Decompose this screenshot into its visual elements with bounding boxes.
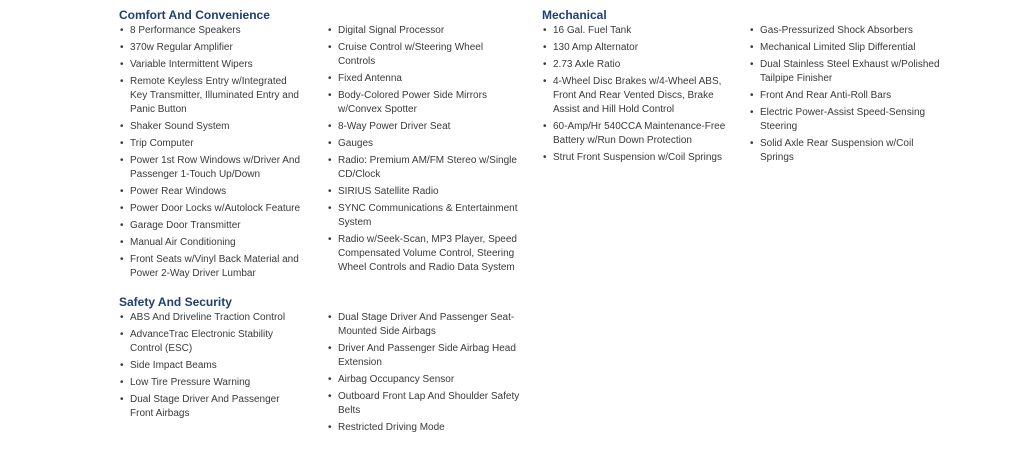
feature-list-item [120,58,302,72]
feature-label: Cruise Control w/Steering Wheel Controls [338,42,484,67]
feature-label: Remote Keyless Entry w/Integrated Key Transmitter, Illuminated Entry and Panic Button [130,76,299,115]
bullet-icon: • [543,76,547,87]
bullet-icon: • [543,152,547,163]
feature-label: 60-Amp/Hr 540CCA Maintenance-Free Battery w/Run Down Protection [553,121,726,146]
bullet-icon: • [120,121,124,132]
feature-list-item [120,24,302,38]
feature-label: 4-Wheel Disc Brakes w/4-Wheel ABS, Front And Rear Vented Discs, Brake Assist and Hill Hold Control [553,76,722,115]
feature-list-item [328,41,520,69]
feature-label: ABS And Driveline Traction Control [130,312,286,323]
bullet-icon: • [120,42,124,53]
feature-label: 8 Performance Speakers [130,25,241,36]
feature-label: Dual Stainless Steel Exhaust w/Polished Tailpipe Finisher [760,59,940,84]
feature-list-item [750,24,940,38]
bullet-icon: • [750,59,754,70]
feature-list-item [328,154,520,182]
feature-label: Radio w/Seek-Scan, MP3 Player, Speed Compensated Volume Control, Steering Wheel Controls and Radio Data System [338,234,517,273]
feature-label: Garage Door Transmitter [130,220,241,231]
feature-label: Variable Intermittent Wipers [130,59,253,70]
bullet-icon: • [543,25,547,36]
bullet-icon: • [120,237,124,248]
feature-list-item [543,120,737,148]
feature-list-item [120,202,302,216]
bullet-icon: • [120,254,124,265]
feature-label: SYNC Communications & Entertainment System [338,203,518,228]
bullet-icon: • [328,121,332,132]
feature-list-item [120,137,302,151]
feature-list-item [543,58,737,72]
feature-label: Dual Stage Driver And Passenger Front Airbags [130,394,280,419]
feature-label: Body-Colored Power Side Mirrors w/Convex Spotter [338,90,487,115]
feature-list-item [328,137,520,151]
feature-list-item [750,89,940,103]
feature-list-item [120,75,302,117]
feature-label: Power Door Locks w/Autolock Feature [130,203,301,214]
feature-label: 130 Amp Alternator [553,42,639,53]
bullet-icon: • [120,312,124,323]
bullet-icon: • [120,360,124,371]
feature-list-item [328,202,520,230]
bullet-icon: • [328,203,332,214]
feature-label: Outboard Front Lap And Shoulder Safety Belts [338,391,520,416]
bullet-icon: • [543,42,547,53]
feature-list-item [328,311,520,339]
bullet-icon: • [543,59,547,70]
feature-label: 2.73 Axle Ratio [553,59,621,70]
bullet-icon: • [120,329,124,340]
feature-list-item [328,233,520,275]
bullet-icon: • [120,59,124,70]
feature-label: Mechanical Limited Slip Differential [760,42,916,53]
feature-label: Low Tire Pressure Warning [130,377,251,388]
feature-label: Gauges [338,138,374,149]
feature-label: Solid Axle Rear Suspension w/Coil Springs [760,138,914,163]
feature-list-item [328,373,520,387]
safety-section-title: Safety And Security [119,295,232,309]
bullet-icon: • [750,138,754,149]
feature-list-item [328,421,520,435]
mechanical-feature-list-col1 [543,24,737,168]
feature-label: Driver And Passenger Side Airbag Head Extension [338,343,516,368]
feature-list-item [328,185,520,199]
feature-list-item [328,89,520,117]
feature-label: Airbag Occupancy Sensor [338,374,455,385]
bullet-icon: • [750,42,754,53]
feature-list-item [750,58,940,86]
feature-list-item [328,390,520,418]
mechanical-feature-list-col2 [750,24,940,168]
feature-label: Front And Rear Anti-Roll Bars [760,90,892,101]
feature-list-item [543,75,737,117]
feature-list-item [543,24,737,38]
feature-list-item [750,137,940,165]
feature-label: Power 1st Row Windows w/Driver And Passenger 1-Touch Up/Down [130,155,301,180]
feature-label: Radio: Premium AM/FM Stereo w/Single CD/Clock [338,155,517,180]
feature-list-item [328,24,520,38]
bullet-icon: • [328,374,332,385]
feature-label: Fixed Antenna [338,73,402,84]
feature-list-item [120,328,302,356]
feature-label: Shaker Sound System [130,121,230,132]
feature-list-item [543,151,737,165]
bullet-icon: • [120,203,124,214]
feature-list-item [120,311,302,325]
feature-list-item [543,41,737,55]
feature-label: 370w Regular Amplifier [130,42,233,53]
bullet-icon: • [750,90,754,101]
feature-label: 16 Gal. Fuel Tank [553,25,632,36]
bullet-icon: • [328,391,332,402]
bullet-icon: • [328,25,332,36]
feature-label: Strut Front Suspension w/Coil Springs [553,152,722,163]
bullet-icon: • [328,138,332,149]
safety-feature-list-col2 [328,311,520,438]
feature-list-item [750,41,940,55]
feature-label: AdvanceTrac Electronic Stability Control (ESC) [130,329,274,354]
bullet-icon: • [120,138,124,149]
bullet-icon: • [120,377,124,388]
bullet-icon: • [120,220,124,231]
feature-list-item [120,236,302,250]
bullet-icon: • [328,422,332,433]
feature-list-item [328,120,520,134]
bullet-icon: • [328,343,332,354]
feature-list-item [120,41,302,55]
feature-label: Electric Power-Assist Speed-Sensing Steering [760,107,926,132]
feature-label: Manual Air Conditioning [130,237,236,248]
bullet-icon: • [120,155,124,166]
feature-list-item [120,359,302,373]
bullet-icon: • [328,90,332,101]
feature-label: Digital Signal Processor [338,25,445,36]
bullet-icon: • [328,234,332,245]
feature-list-item [120,120,302,134]
feature-list-item [120,185,302,199]
feature-label: 8-Way Power Driver Seat [338,121,451,132]
bullet-icon: • [543,121,547,132]
bullet-icon: • [328,312,332,323]
bullet-icon: • [328,155,332,166]
feature-list-item [328,342,520,370]
bullet-icon: • [120,186,124,197]
feature-label: Front Seats w/Vinyl Back Material and Power 2-Way Driver Lumbar [130,254,299,279]
comfort-feature-list-col1 [120,24,302,284]
feature-list-item [120,253,302,281]
feature-label: Power Rear Windows [130,186,227,197]
feature-list-item [750,106,940,134]
feature-label: Trip Computer [130,138,194,149]
comfort-feature-list-col2 [328,24,520,278]
feature-list-item [120,376,302,390]
comfort-section-title: Comfort And Convenience [119,8,270,22]
mechanical-section-title: Mechanical [542,8,607,22]
feature-label: Restricted Driving Mode [338,422,445,433]
feature-label: Gas-Pressurized Shock Absorbers [760,25,913,36]
feature-list-item [120,219,302,233]
feature-label: SIRIUS Satellite Radio [338,186,439,197]
bullet-icon: • [120,25,124,36]
safety-feature-list-col1 [120,311,302,424]
feature-label: Dual Stage Driver And Passenger Seat-Mounted Side Airbags [338,312,515,337]
bullet-icon: • [750,25,754,36]
bullet-icon: • [120,76,124,87]
feature-label: Side Impact Beams [130,360,217,371]
bullet-icon: • [750,107,754,118]
bullet-icon: • [328,42,332,53]
feature-list-item [328,72,520,86]
feature-list-item [120,154,302,182]
bullet-icon: • [120,394,124,405]
bullet-icon: • [328,186,332,197]
feature-list-item [120,393,302,421]
bullet-icon: • [328,73,332,84]
